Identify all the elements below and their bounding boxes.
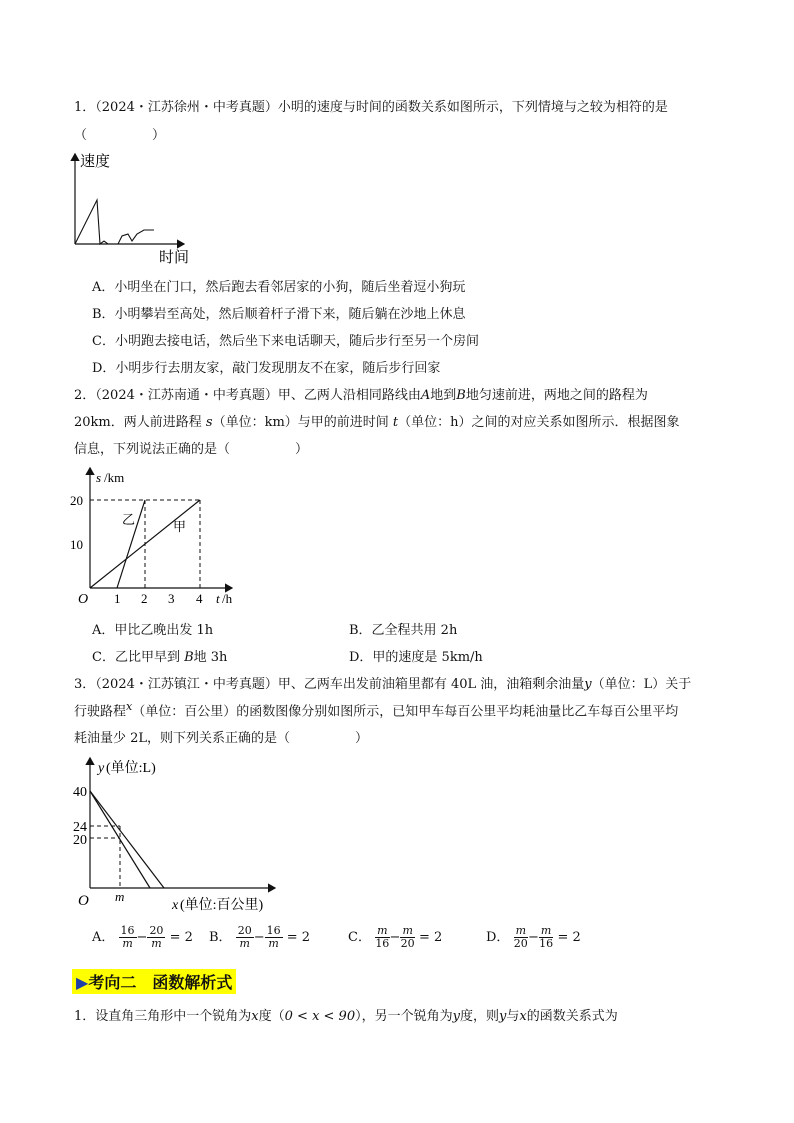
q2-origin: O [78, 592, 89, 607]
q3-line-gentle [90, 791, 164, 888]
q3-stem-line2: 行驶路程$^x$（单位：百公里）的函数图像分别如图所示，已知甲车每百公里平均耗油量比乙车每百公里平均 [74, 700, 679, 720]
q2-label-jia: 甲 [173, 519, 187, 534]
q1-speed-curve [75, 200, 154, 244]
q1-y-label: 速度 [80, 154, 111, 170]
q3-option-a: A． $\frac{16}{m}$ − $\frac{20}{m}$ = 2 [92, 924, 193, 950]
q3-y-label-unit: (单位:L) [106, 761, 156, 776]
q2-label-yi: 乙 [122, 512, 136, 527]
q2-stem-line1: 2．（2024・江苏南通・中考真题）甲、乙两人沿相同路线由A地到B地匀速前进，两地之间的路程为 [74, 388, 648, 403]
q3-y-label-y: y [98, 761, 105, 776]
q2-xtick-4: 4 [196, 591, 203, 606]
q2-option-c: C．乙比甲早到 B地 3h [92, 650, 228, 665]
q2-x-label-t: t [216, 591, 220, 606]
q2-stem-line2: 20km．两人前进路程 s（单位：km）与甲的前进时间 t（单位：h）之间的对应关系如图所示．根据图象 [74, 415, 680, 430]
q2-ytick-20: 20 [70, 493, 83, 508]
q3-stem-line3: 耗油量少 2L，则下列关系正确的是（ ） [74, 731, 369, 746]
q3-tick-m: m [115, 889, 125, 904]
q3-option-d: D． $\frac{m}{20}$ − $\frac{m}{16}$ = 2 [486, 924, 581, 950]
q1-answer-blank: （ ） [74, 128, 166, 143]
q3-ytick-24: 24 [73, 820, 87, 835]
q3-stem-line1: 3．（2024・江苏镇江・中考真题）甲、乙两车出发前油箱里都有 40L 油，油箱剩余油量y（单位：L）关于 [74, 677, 692, 692]
q3-fuel-distance-graph [70, 752, 290, 917]
q2-option-a: A．甲比乙晚出发 1h [92, 623, 214, 638]
q2-xtick-3: 3 [168, 591, 175, 606]
q3-origin: O [78, 893, 89, 909]
q1-option-d: D．小明步行去朋友家，敲门发现朋友不在家，随后步行回家 [92, 361, 441, 376]
q1-option-b: B．小明攀岩至高处，然后顺着杆子滑下来，随后躺在沙地上休息 [92, 307, 466, 322]
q2-line-jia [90, 500, 200, 588]
q4-stem: 1．设直角三角形中一个锐角为x度（0 < x < 90），另一个锐角为y度，则y与x的函数关系式为 [74, 1009, 618, 1024]
q1-stem-line1: 1．（2024・江苏徐州・中考真题）小明的速度与时间的函数关系如图所示，下列情境与之较为相符的是 [74, 100, 668, 115]
q2-option-d: D．甲的速度是 5km/h [349, 650, 483, 665]
triangle-marker-icon: ▶ [76, 973, 89, 992]
q2-option-b: B．乙全程共用 2h [349, 623, 458, 638]
q2-y-label-s: s [96, 470, 102, 485]
section-title: 考向二 函数解析式 [88, 973, 233, 992]
q3-option-c: C． $\frac{m}{16}$ − $\frac{m}{20}$ = 2 [348, 924, 443, 950]
q2-distance-time-graph [70, 462, 255, 612]
q3-ytick-20: 20 [73, 833, 87, 848]
q1-speed-time-graph [62, 148, 202, 266]
q3-x-label-x: x [172, 898, 179, 913]
q2-ytick-10: 10 [70, 537, 83, 552]
q1-option-c: C．小明跑去接电话，然后坐下来电话聊天，随后步行至另一个房间 [92, 334, 479, 349]
q2-stem-line3: 信息，下列说法正确的是（ ） [74, 442, 309, 457]
section-banner [72, 969, 236, 994]
q1-option-a: A．小明坐在门口，然后跑去看邻居家的小狗，随后坐着逗小狗玩 [92, 280, 466, 295]
q3-x-label-unit: (单位:百公里) [180, 898, 264, 913]
q1-x-label: 时间 [159, 250, 190, 266]
q2-x-label-unit: /h [222, 591, 233, 606]
q3-option-b: B． $\frac{20}{m}$ − $\frac{16}{m}$ = 2 [209, 924, 311, 950]
q2-xtick-1: 1 [114, 591, 121, 606]
q2-xtick-2: 2 [141, 591, 148, 606]
q3-ytick-40: 40 [73, 785, 87, 800]
q2-y-label-unit: /km [104, 470, 125, 485]
q3-line-steep [90, 791, 150, 888]
